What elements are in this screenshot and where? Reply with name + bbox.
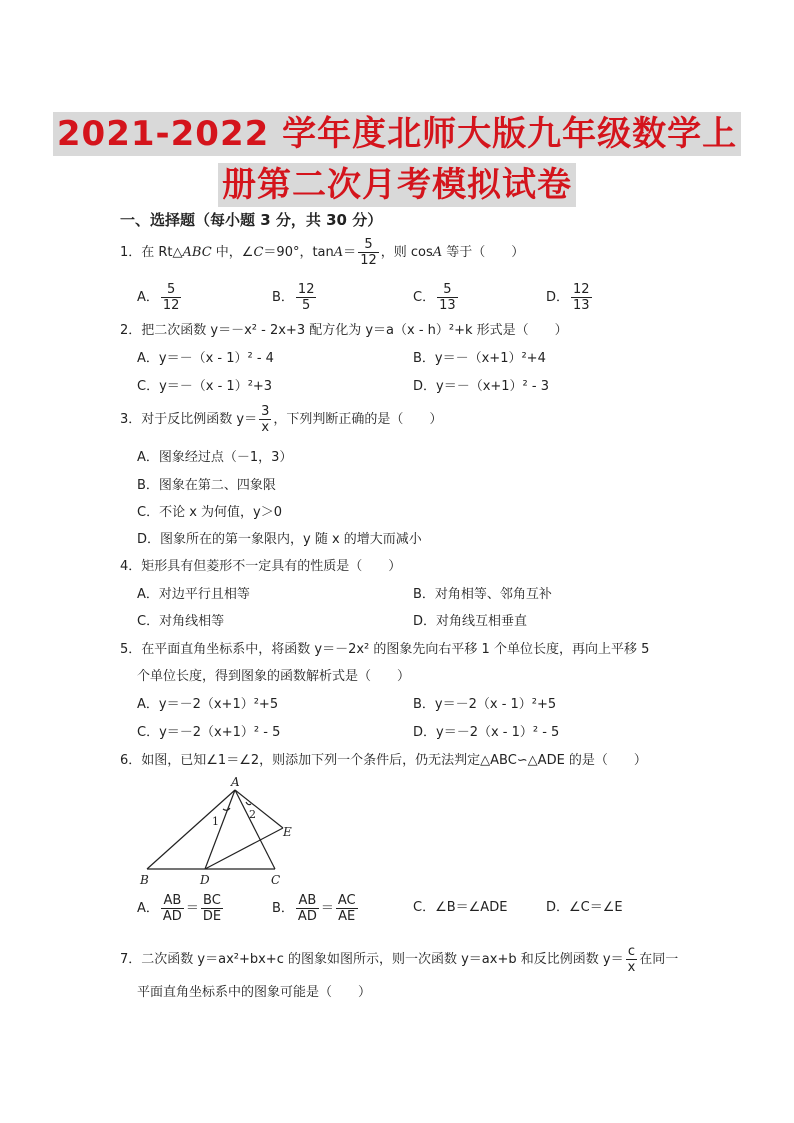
question-1-option-c[interactable]: C． $\frac{5}{13}$ [413,282,456,313]
question-6-option-d[interactable]: D．∠C＝∠E [546,900,623,915]
question-4-stem: 4．矩形具有但菱形不一定具有的性质是（ ） [120,559,402,574]
title-line-2: 册第二次月考模拟试卷 [0,157,794,206]
question-4-option-d[interactable]: D．对角线互相垂直 [413,614,528,629]
label-D: D [200,873,210,887]
question-2-option-b[interactable]: B．y＝－（x+1）²+4 [413,351,546,366]
fraction: $\frac{5}{12}$ [360,237,377,268]
section-heading: 一、选择题（每小题 3 分，共 30 分） [120,211,383,229]
question-2-option-d[interactable]: D．y＝－（x+1）² - 3 [413,379,549,394]
question-5-option-b[interactable]: B．y＝－2（x - 1）²+5 [413,697,557,712]
question-7-stem-line-2: 平面直角坐标系中的图象可能是（ ） [137,985,372,1000]
question-1-option-d[interactable]: D． $\frac{12}{13}$ [546,282,590,313]
question-5-option-a[interactable]: A．y＝－2（x+1）²+5 [137,697,279,712]
question-3-option-c[interactable]: C．不论 x 为何值，y＞0 [137,505,282,520]
question-6-option-a[interactable]: A． $\frac{AB}{AD}$ ＝ $\frac{BC}{DE}$ [137,893,222,924]
triangle-figure [135,775,305,890]
label-C: C [271,873,281,887]
question-3-option-b[interactable]: B．图象在第二、四象限 [137,478,276,493]
question-5-stem-line-2: 个单位长度，得到图象的函数解析式是（ ） [137,669,411,684]
question-1-option-a[interactable]: A． $\frac{5}{12}$ [137,282,180,313]
label-angle-2: 2 [249,808,256,821]
question-5-option-d[interactable]: D．y＝－2（x - 1）² - 5 [413,725,560,740]
question-1-option-b[interactable]: B． $\frac{12}{5}$ [272,282,315,313]
question-3-option-d[interactable]: D．图象所在的第一象限内，y 随 x 的增大而减小 [137,532,422,547]
angle-1-arc [223,808,230,810]
question-6-option-b[interactable]: B． $\frac{AB}{AD}$ ＝ $\frac{AC}{AE}$ [272,893,356,924]
question-5-option-c[interactable]: C．y＝－2（x+1）² - 5 [137,725,281,740]
question-3-stem: 3．对于反比例函数 y＝ $\frac{3}{x}$ ，下列判断正确的是（ ） [120,404,443,435]
question-7-stem-line-1: 7．二次函数 y＝ax²+bx+c 的图象如图所示，则一次函数 y＝ax+b 和反比例函数 y＝ $\frac{c}{x}$ 在同一 [120,944,679,975]
label-B: B [140,873,149,887]
question-2-stem: 2．把二次函数 y＝－x² - 2x+3 配方化为 y＝a（x - h）²+k 形式是（ ） [120,323,568,338]
segment-AC [235,790,275,869]
question-5-stem-line-1: 5．在平面直角坐标系中，将函数 y＝－2x² 的图象先向右平移 1 个单位长度，再向上平移 5 [120,642,650,657]
question-2-option-a[interactable]: A．y＝－（x - 1）² - 4 [137,351,274,366]
question-1-stem: 1．在 Rt△ABC 中，∠C＝90°，tanA＝ $\frac{5}{12}$ ，则 cosA 等于（ ） [120,237,525,268]
question-3-option-a[interactable]: A．图象经过点（－1，3） [137,450,293,465]
segment-AE [235,790,283,828]
question-4-option-b[interactable]: B．对角相等、邻角互补 [413,587,552,602]
title-line-1: 2021-2022 学年度北师大版九年级数学上 [0,106,794,155]
segment-AB [147,790,235,869]
label-angle-1: 1 [212,815,219,828]
label-E: E [283,825,292,839]
question-6-stem: 6．如图，已知∠1＝∠2，则添加下列一个条件后，仍无法判定△ABC∽△ADE 的是（ ） [120,753,647,768]
question-6-option-c[interactable]: C．∠B＝∠ADE [413,900,508,915]
question-4-option-a[interactable]: A．对边平行且相等 [137,587,250,602]
question-4-option-c[interactable]: C．对角线相等 [137,614,225,629]
label-A: A [231,775,240,789]
question-2-option-c[interactable]: C．y＝－（x - 1）²+3 [137,379,273,394]
fraction: $\frac{c}{x}$ [627,944,636,975]
segment-AD [205,790,235,869]
fraction: $\frac{3}{x}$ [261,404,270,435]
